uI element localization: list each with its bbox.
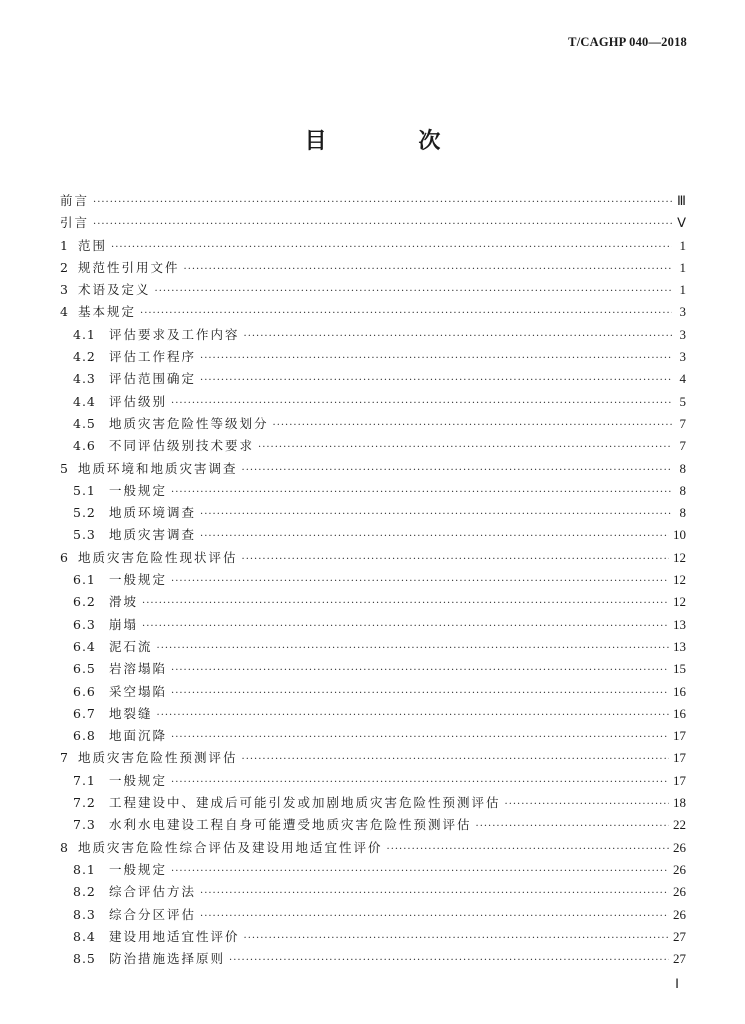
toc-entry-number: 7.2 <box>73 795 96 811</box>
toc-entry-number: 4.5 <box>73 415 96 431</box>
toc-dot-leader <box>171 732 669 743</box>
toc-dot-leader <box>242 465 672 476</box>
toc-entry[interactable] <box>60 236 686 258</box>
toc-dot-leader <box>200 911 669 922</box>
toc-entry-page: 22 <box>673 817 686 833</box>
toc-entry-page: 26 <box>673 839 686 855</box>
toc-dot-leader <box>200 353 672 364</box>
toc-entry-page: 12 <box>673 549 686 565</box>
toc-entry-label: 滑坡 <box>109 594 139 610</box>
toc-dot-leader <box>157 643 669 654</box>
toc-dot-leader <box>142 621 669 632</box>
toc-entry-number: 1 <box>60 237 69 253</box>
toc-entry-page: 10 <box>673 527 686 543</box>
toc-dot-leader <box>171 688 669 699</box>
toc-dot-leader <box>200 531 669 542</box>
toc-entry-page: 13 <box>673 638 686 654</box>
toc-entry[interactable] <box>60 347 686 369</box>
toc-entry-page: 13 <box>673 616 686 632</box>
toc-entry-label: 一般规定 <box>109 482 168 498</box>
toc-entry-number: 4.3 <box>73 371 96 387</box>
toc-entry-page: 8 <box>679 482 686 498</box>
toc-entry[interactable] <box>60 838 686 860</box>
toc-entry-label: 引言 <box>60 215 90 231</box>
toc-dot-leader <box>184 264 672 275</box>
toc-entry-page: 1 <box>679 282 686 298</box>
toc-entry-label: 一般规定 <box>109 572 168 588</box>
toc-entry-number: 7.3 <box>73 817 96 833</box>
toc-dot-leader <box>258 442 672 453</box>
toc-entry-number: 6.4 <box>73 638 96 654</box>
page-number: Ⅰ <box>675 976 679 991</box>
toc-entry-page: 17 <box>673 750 686 766</box>
toc-entry-number: 5.2 <box>73 505 96 521</box>
toc-dot-leader <box>171 576 669 587</box>
toc-dot-leader <box>142 598 669 609</box>
toc-entry[interactable] <box>60 392 686 414</box>
toc-entry-page: 16 <box>673 705 686 721</box>
toc-entry-label: 评估要求及工作内容 <box>109 326 240 342</box>
toc-dot-leader <box>242 754 669 765</box>
toc-entry-page: 8 <box>679 460 686 476</box>
toc-entry-page: 16 <box>673 683 686 699</box>
toc-entry[interactable] <box>60 548 686 570</box>
toc-entry-page: 12 <box>673 594 686 610</box>
toc-dot-leader <box>171 665 669 676</box>
toc-dot-leader <box>387 844 669 855</box>
toc-entry-label: 地质环境调查 <box>109 505 197 521</box>
toc-entry-number: 6.1 <box>73 572 96 588</box>
toc-entry-number: 8.1 <box>73 861 96 877</box>
toc-entry[interactable] <box>60 369 686 391</box>
toc-entry[interactable] <box>60 771 686 793</box>
page-title: 目 次 <box>304 128 483 154</box>
toc-entry-number: 5 <box>60 460 69 476</box>
toc-entry-label: 基本规定 <box>78 304 137 320</box>
toc-entry[interactable] <box>60 213 686 235</box>
toc-entry-page: Ⅲ <box>677 193 686 208</box>
toc-dot-leader <box>155 286 672 297</box>
toc-dot-leader <box>157 710 669 721</box>
toc-entry[interactable] <box>60 704 686 726</box>
toc-entry-page: 17 <box>673 728 686 744</box>
toc-entry-number: 4.6 <box>73 438 96 454</box>
table-of-contents <box>60 191 686 971</box>
toc-entry[interactable] <box>60 659 686 681</box>
toc-dot-leader <box>171 398 672 409</box>
toc-entry-label: 范围 <box>78 237 108 253</box>
toc-entry-number: 6.8 <box>73 728 96 744</box>
toc-entry[interactable] <box>60 459 686 481</box>
toc-entry[interactable] <box>60 481 686 503</box>
toc-entry-number: 4 <box>60 304 69 320</box>
toc-entry[interactable] <box>60 436 686 458</box>
toc-entry-page: 1 <box>679 237 686 253</box>
toc-entry-page: 3 <box>679 304 686 320</box>
toc-dot-leader <box>505 799 669 810</box>
toc-entry-page: 17 <box>673 772 686 788</box>
toc-entry-label: 综合分区评估 <box>109 906 197 922</box>
toc-entry[interactable] <box>60 280 686 302</box>
toc-entry-number: 6.7 <box>73 705 96 721</box>
toc-entry-number: 8.5 <box>73 951 96 967</box>
toc-entry[interactable] <box>60 860 686 882</box>
toc-entry-page: 26 <box>673 861 686 877</box>
toc-entry-page: 4 <box>679 371 686 387</box>
toc-entry-page: 8 <box>679 505 686 521</box>
toc-entry-label: 综合评估方法 <box>109 884 197 900</box>
toc-entry[interactable] <box>60 949 686 971</box>
toc-entry-number: 2 <box>60 259 69 275</box>
toc-dot-leader <box>229 955 669 966</box>
toc-entry-page: 27 <box>673 951 686 967</box>
toc-entry-number: 3 <box>60 282 69 298</box>
standard-code: T/CAGHP 040—2018 <box>568 35 687 49</box>
toc-entry-number: 6 <box>60 549 69 565</box>
toc-entry[interactable] <box>60 682 686 704</box>
toc-dot-leader <box>200 375 672 386</box>
toc-entry[interactable] <box>60 927 686 949</box>
toc-entry-page: 3 <box>679 326 686 342</box>
toc-entry-label: 地质灾害危险性预测评估 <box>78 750 238 766</box>
toc-entry-page: 3 <box>679 349 686 365</box>
toc-dot-leader <box>111 242 672 253</box>
toc-entry-number: 7.1 <box>73 772 96 788</box>
toc-entry-page: 7 <box>679 438 686 454</box>
toc-entry[interactable] <box>60 191 686 213</box>
toc-entry-label: 地裂缝 <box>109 705 153 721</box>
toc-entry-number: 4.4 <box>73 393 96 409</box>
toc-entry-label: 水利水电建设工程自身可能遭受地质灾害危险性预测评估 <box>109 817 472 833</box>
toc-dot-leader <box>93 219 672 230</box>
toc-entry-number: 6.5 <box>73 661 96 677</box>
toc-entry[interactable] <box>60 905 686 927</box>
toc-dot-leader <box>93 197 672 208</box>
toc-entry[interactable] <box>60 815 686 837</box>
toc-dot-leader <box>273 420 672 431</box>
toc-entry-number: 4.1 <box>73 326 96 342</box>
toc-entry-label: 规范性引用文件 <box>78 259 180 275</box>
toc-dot-leader <box>200 509 672 520</box>
toc-entry[interactable] <box>60 615 686 637</box>
toc-entry-page: 5 <box>679 393 686 409</box>
toc-entry-label: 岩溶塌陷 <box>109 661 168 677</box>
toc-entry-number: 4.2 <box>73 349 96 365</box>
toc-entry-label: 工程建设中、建成后可能引发或加剧地质灾害危险性预测评估 <box>109 795 501 811</box>
toc-entry-label: 评估工作程序 <box>109 349 197 365</box>
toc-entry-page: 26 <box>673 906 686 922</box>
toc-entry-label: 地质灾害危险性综合评估及建设用地适宜性评价 <box>78 839 383 855</box>
toc-entry-page: 7 <box>679 415 686 431</box>
toc-entry[interactable] <box>60 748 686 770</box>
toc-entry-label: 地质灾害调查 <box>109 527 197 543</box>
toc-entry-label: 防治措施选择原则 <box>109 951 226 967</box>
toc-entry-page: 27 <box>673 928 686 944</box>
toc-entry-page: 18 <box>673 795 686 811</box>
toc-entry[interactable] <box>60 525 686 547</box>
toc-entry[interactable] <box>60 325 686 347</box>
toc-entry[interactable] <box>60 302 686 324</box>
toc-entry-label: 评估级别 <box>109 393 168 409</box>
toc-entry-label: 崩塌 <box>109 616 139 632</box>
toc-entry-label: 前言 <box>60 193 90 208</box>
toc-entry-label: 地面沉降 <box>109 728 168 744</box>
toc-entry-page: 15 <box>673 661 686 677</box>
toc-entry-number: 6.2 <box>73 594 96 610</box>
toc-entry-number: 6.3 <box>73 616 96 632</box>
toc-entry-label: 一般规定 <box>109 772 168 788</box>
toc-entry[interactable] <box>60 726 686 748</box>
toc-dot-leader <box>171 866 669 877</box>
toc-entry-label: 采空塌陷 <box>109 683 168 699</box>
toc-entry-number: 8.2 <box>73 884 96 900</box>
toc-entry[interactable] <box>60 637 686 659</box>
toc-entry-label: 地质环境和地质灾害调查 <box>78 460 238 476</box>
toc-entry-page: 1 <box>679 259 686 275</box>
toc-dot-leader <box>200 888 669 899</box>
toc-entry-number: 8.3 <box>73 906 96 922</box>
toc-entry[interactable] <box>60 570 686 592</box>
toc-dot-leader <box>242 554 669 565</box>
toc-entry-label: 地质灾害危险性现状评估 <box>78 549 238 565</box>
toc-entry-label: 泥石流 <box>109 638 153 654</box>
toc-dot-leader <box>171 777 669 788</box>
toc-entry[interactable] <box>60 793 686 815</box>
toc-entry-number: 8 <box>60 839 69 855</box>
toc-entry-number: 5.1 <box>73 482 96 498</box>
toc-entry[interactable] <box>60 503 686 525</box>
toc-dot-leader <box>140 308 672 319</box>
toc-entry[interactable] <box>60 882 686 904</box>
toc-entry-page: 12 <box>673 572 686 588</box>
toc-entry-label: 不同评估级别技术要求 <box>109 438 255 454</box>
toc-entry-number: 5.3 <box>73 527 96 543</box>
toc-entry-label: 建设用地适宜性评价 <box>109 928 240 944</box>
toc-entry-number: 6.6 <box>73 683 96 699</box>
toc-entry-label: 评估范围确定 <box>109 371 197 387</box>
toc-entry-label: 术语及定义 <box>78 282 151 298</box>
toc-dot-leader <box>171 487 672 498</box>
toc-entry[interactable] <box>60 592 686 614</box>
toc-entry-page: 26 <box>673 884 686 900</box>
toc-entry-label: 地质灾害危险性等级划分 <box>109 415 269 431</box>
toc-entry-number: 8.4 <box>73 928 96 944</box>
toc-dot-leader <box>244 331 672 342</box>
toc-entry[interactable] <box>60 258 686 280</box>
toc-entry-label: 一般规定 <box>109 861 168 877</box>
toc-dot-leader <box>476 821 669 832</box>
toc-entry-page: Ⅴ <box>677 215 686 231</box>
toc-entry-number: 7 <box>60 750 69 766</box>
toc-dot-leader <box>244 933 669 944</box>
toc-entry[interactable] <box>60 414 686 436</box>
